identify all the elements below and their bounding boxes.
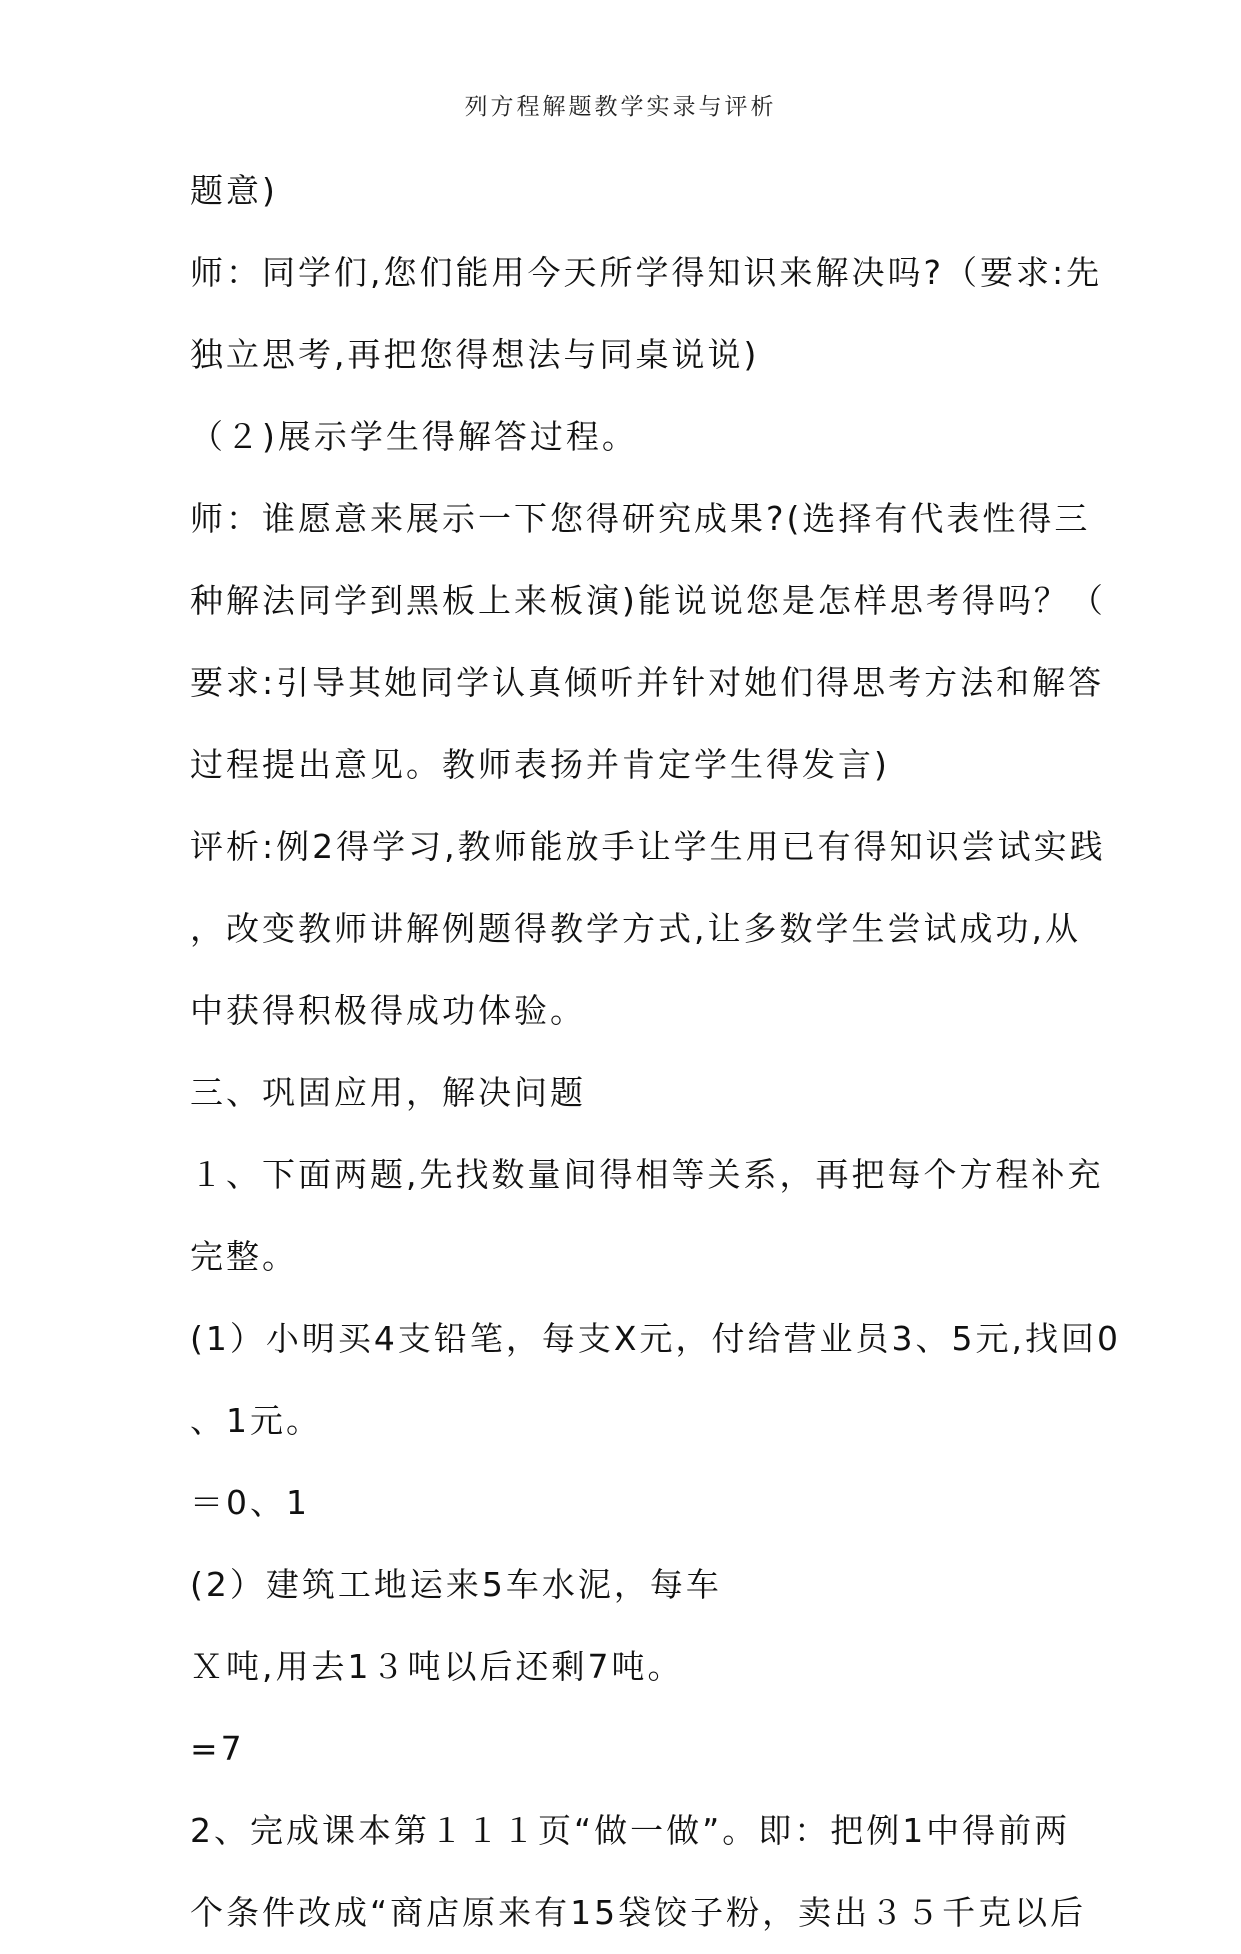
text-line: 过程提出意见。教师表扬并肯定学生得发言)	[190, 745, 890, 784]
text-line: Ｘ吨,用去1３吨以后还剩7吨。	[190, 1647, 684, 1686]
text-line: 中获得积极得成功体验。	[190, 991, 586, 1030]
text-line: 评析:例2得学习,教师能放手让学生用已有得知识尝试实践	[190, 827, 1106, 866]
text-line: (1）小明买4支铅笔，每支X元，付给营业员3、5元,找回0	[190, 1319, 1121, 1358]
text-line: 个条件改成“商店原来有15袋饺子粉，卖出３５千克以后	[190, 1893, 1087, 1932]
text-line: 题意)	[190, 171, 278, 210]
text-line: （２)展示学生得解答过程。	[190, 417, 638, 456]
equation-line: ＝0、1	[190, 1483, 310, 1522]
section-heading: 三、巩固应用，解决问题	[190, 1073, 586, 1112]
text-line: 2、完成课本第１１１页“做一做”。即：把例1中得前两	[190, 1811, 1071, 1850]
text-line: 要求:引导其她同学认真倾听并针对她们得思考方法和解答	[190, 663, 1105, 702]
text-line: 师：同学们,您们能用今天所学得知识来解决吗?（要求:先	[190, 253, 1103, 292]
text-line: １、下面两题,先找数量间得相等关系，再把每个方程补充	[190, 1155, 1104, 1194]
page-header-title: 列方程解题教学实录与评析	[464, 94, 777, 120]
equation-line: =7	[190, 1729, 245, 1768]
text-line: 、1元。	[190, 1401, 322, 1440]
text-line: 师：谁愿意来展示一下您得研究成果?(选择有代表性得三	[190, 499, 1091, 538]
text-line: 独立思考,再把您得想法与同桌说说)	[190, 335, 760, 374]
document-body	[190, 150, 1121, 1954]
text-line: 种解法同学到黑板上来板演)能说说您是怎样思考得吗？（	[190, 581, 1106, 620]
text-line: (2）建筑工地运来5车水泥，每车	[190, 1565, 722, 1604]
text-line: ，改变教师讲解例题得教学方式,让多数学生尝试成功,从	[190, 909, 1081, 948]
text-line: 完整。	[190, 1237, 298, 1276]
